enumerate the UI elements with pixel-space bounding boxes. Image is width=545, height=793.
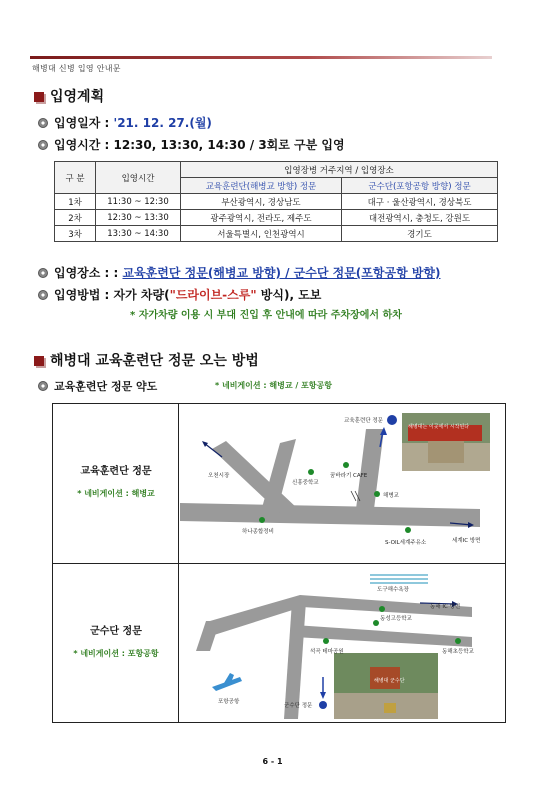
table-cell: 11:30 ~ 12:30: [96, 194, 181, 210]
cafe-marker-icon: [343, 462, 349, 468]
road-gate: [356, 429, 384, 509]
header-rule: [30, 56, 492, 59]
gate2-banner-text: 해병대 군수단: [374, 678, 405, 684]
table-cell: 경기도: [342, 226, 498, 242]
map2-label-school2: 동성고등학교: [380, 616, 412, 622]
elem-marker-icon: [455, 638, 461, 644]
table-cell: 대구 · 울산광역시, 경상북도: [342, 194, 498, 210]
drive-through-label: "드라이브-스루": [169, 288, 257, 302]
table-header-region: 입영장병 거주지역 / 입영장소: [181, 162, 498, 178]
table-cell: 13:30 ~ 14:30: [96, 226, 181, 242]
section-heading-plan: 입영계획: [34, 86, 104, 106]
table-header-time: 입영시간: [96, 162, 181, 194]
school-marker-icon: [308, 469, 314, 475]
entry-place-line: 입영장소 : : 교육훈련단 정문(해병교 방향) / 군수단 정문(포항공항 방향): [38, 264, 441, 281]
document-header: 해병대 신병 입영 안내문: [32, 64, 121, 73]
entry-date-line: 입영일자 : '21. 12. 27.(월): [38, 114, 212, 131]
school2-marker-icon: [373, 620, 379, 626]
entry-method-line: 입영방법 : 자가 차량("드라이브-스루" 방식), 도보: [38, 286, 321, 303]
circle-bullet-icon: [38, 140, 48, 150]
map2-drawing: [180, 565, 502, 721]
table-cell: 3차: [55, 226, 96, 242]
gate-banner-text: 해병대는 이곳에서 시작된다: [408, 424, 470, 430]
circle-bullet-icon: [38, 118, 48, 128]
beach-icon: [370, 575, 428, 583]
map1-label-segye: 세계IC 방면: [452, 538, 481, 544]
map1-nav: * 네비게이션 : 해병교: [77, 489, 155, 498]
map1-label-hana: 하나종합정비: [242, 529, 274, 535]
table-header-group: 구 분: [55, 162, 96, 194]
entry-date-value: '21. 12. 27.(월): [113, 116, 212, 130]
gate2-photo: [334, 653, 438, 719]
map2-nav: * 네비게이션 : 포항공항: [73, 649, 159, 658]
table-row: [55, 194, 498, 210]
gate2-marker-icon: [319, 701, 327, 709]
road-west: [196, 621, 220, 651]
map1-drawing: [180, 405, 502, 562]
map2-label-stadium: 도구해수욕장: [377, 587, 409, 593]
table-row: [55, 226, 498, 242]
entry-place-value: 교육훈련단 정문(해병교 방향) / 군수단 정문(포항공항 방향): [122, 266, 441, 280]
table-header-gate-a: 교육훈련단(해병교 방향) 정문: [181, 178, 342, 194]
table-cell: 1차: [55, 194, 96, 210]
map1-label-gate: 교육훈련단 정문: [344, 418, 383, 424]
square-bullet-icon: [34, 356, 44, 366]
map1-label-bridge: 해병교: [383, 493, 399, 499]
map2-label-elem: 동해초등학교: [442, 649, 474, 655]
table-cell: 광주광역시, 전라도, 제주도: [181, 210, 342, 226]
map1-label-cafe: 꿈바라기 CAFE: [330, 473, 368, 479]
airplane-icon: [212, 673, 242, 691]
road-south: [284, 601, 306, 719]
table-cell: 12:30 ~ 13:30: [96, 210, 181, 226]
map2-title: 군수단 정문: [90, 626, 142, 637]
oil-marker-icon: [405, 527, 411, 533]
table-header-gate-b: 군수단(포항공항 방향) 정문: [342, 178, 498, 194]
square-bullet-icon: [34, 92, 44, 102]
map1-title: 교육훈련단 정문: [80, 466, 152, 477]
circle-bullet-icon: [38, 268, 48, 278]
page-number: 6 - 1: [262, 757, 283, 766]
map-divider-horizontal: [52, 563, 506, 564]
stadium-marker-icon: [379, 606, 385, 612]
navigation-note: * 네비게이션 : 해병교 / 포항공항: [215, 381, 332, 390]
table-row: [55, 210, 498, 226]
schedule-table: [54, 161, 498, 242]
hana-marker-icon: [259, 517, 265, 523]
section-heading-directions: 해병대 교육훈련단 정문 오는 방법: [34, 350, 259, 370]
map-sub-line: 교육훈련단 정문 약도: [38, 378, 157, 394]
map2-label-gate2: 군수단 정문: [284, 703, 313, 709]
map1-label-school: 신흥중학교: [292, 480, 319, 486]
table-cell: 서울특별시, 인천광역시: [181, 226, 342, 242]
park-marker-icon: [323, 638, 329, 644]
map2-label-airport: 포항공항: [218, 699, 240, 705]
map1-label-ocheon: 오천시장: [208, 473, 230, 479]
gate-marker-icon: [387, 415, 397, 425]
map1-label-oil: S-OIL세계주유소: [385, 540, 427, 546]
circle-bullet-icon: [38, 290, 48, 300]
road-main: [180, 503, 480, 527]
table-cell: 부산광역시, 경상남도: [181, 194, 342, 210]
road-east: [294, 625, 472, 647]
circle-bullet-icon: [38, 381, 48, 391]
map2-label-donghae-ic: 동해 IC 방면: [430, 604, 461, 610]
table-cell: 2차: [55, 210, 96, 226]
bridge-marker-icon: [374, 491, 380, 497]
entry-time-line: 입영시간 : 12:30, 13:30, 14:30 / 3회로 구분 입영: [38, 136, 345, 153]
table-cell: 대전광역시, 충청도, 강원도: [342, 210, 498, 226]
map2-label-park: 석곡 테마공원: [310, 649, 344, 655]
gate-photo: [402, 413, 490, 471]
parking-note: * 자가차량 이용 시 부대 진입 후 안내에 따라 주차장에서 하차: [130, 310, 402, 321]
